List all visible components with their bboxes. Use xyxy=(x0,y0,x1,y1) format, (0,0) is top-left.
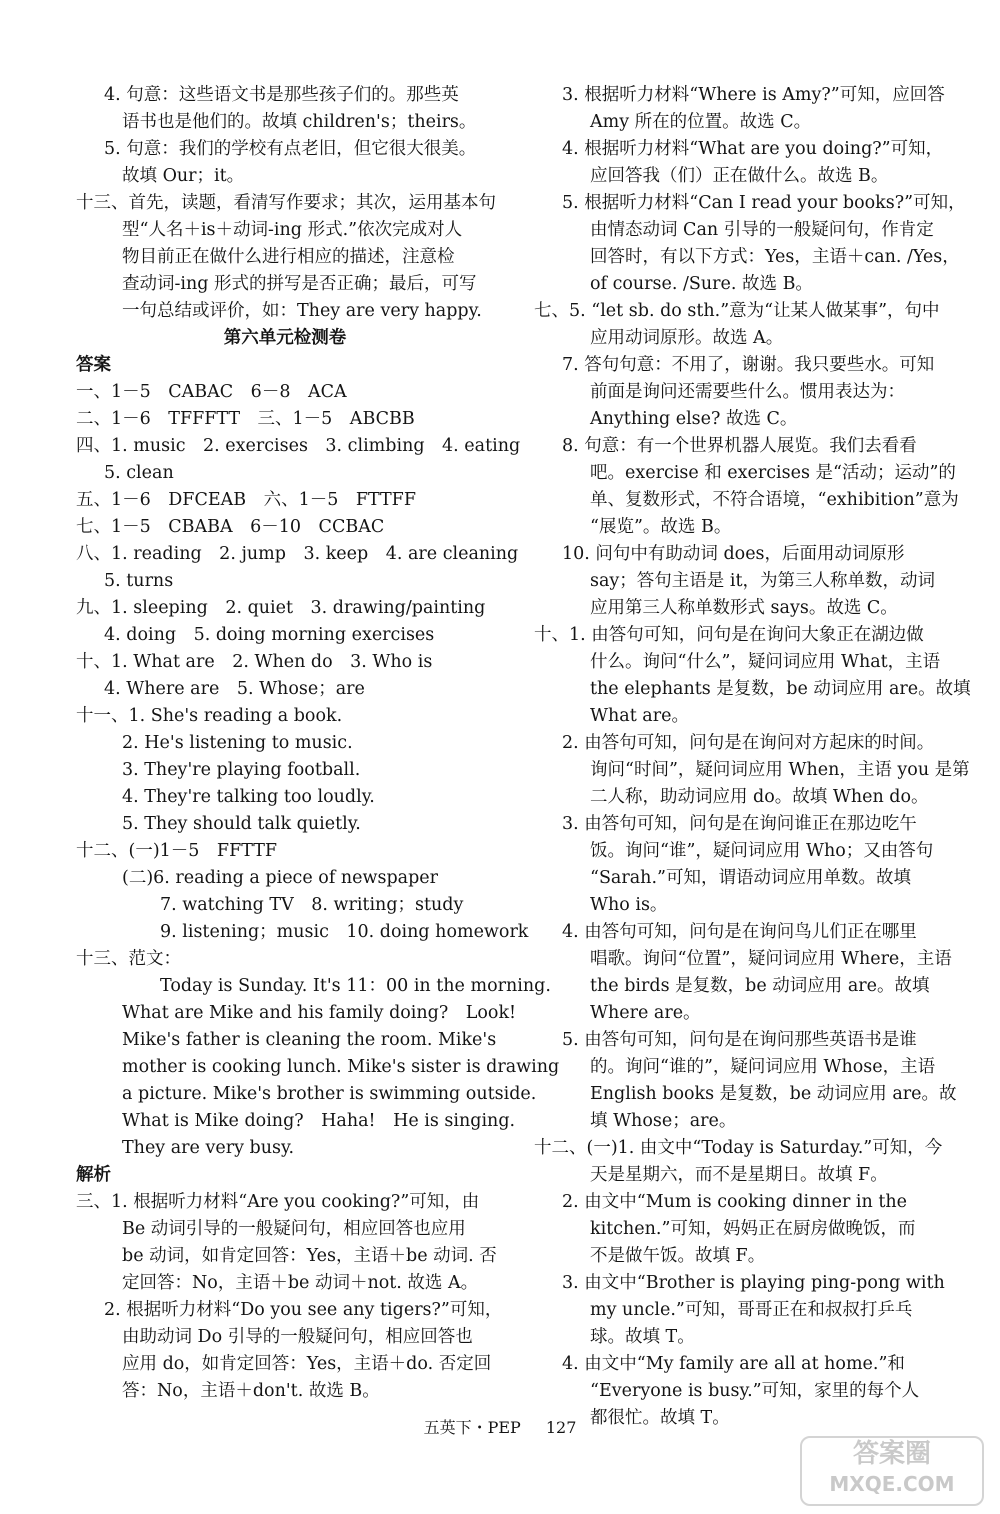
text-line: 二、1－6 TFFFTT 三、1－5 ABCBB xyxy=(76,409,415,429)
text-line: 十、1. 由答句可知，问句是在询问大象正在湖边做 xyxy=(534,625,924,645)
text-line: 应用 do，如肯定回答：Yes，主语＋do. 否定回 xyxy=(122,1354,492,1374)
text-line: say；答句主语是 it，为第三人称单数，动词 xyxy=(590,571,935,591)
text-line: 五、1－6 DFCEAB 六、1－5 FTTFF xyxy=(76,490,416,510)
page-number: 127 xyxy=(545,1418,577,1437)
text-line: (二)6. reading a piece of newspaper xyxy=(122,868,438,888)
text-line: 型“人名＋is＋动词-ing 形式.”依次完成对人 xyxy=(122,220,463,240)
text-line: 一、1－5 CABAC 6－8 ACA xyxy=(76,382,347,402)
text-line: 2. 根据听力材料“Do you see any tigers?”可知， xyxy=(104,1300,503,1320)
text-line: 唱歌。询问“位置”，疑问词应用 Where，主语 xyxy=(590,949,952,969)
text-line: 十二、(一)1－5 FFTTF xyxy=(76,841,278,861)
text-line: 饭。询问“谁”，疑问词应用 Who；又由答句 xyxy=(590,841,934,861)
text-line: 4. Where are 5. Whose；are xyxy=(104,679,365,699)
text-line: 十、1. What are 2. When do 3. Who is xyxy=(76,652,433,672)
text-line: What is Mike doing? Haha! He is singing. xyxy=(122,1111,516,1131)
text-line: 5. 由答句可知，问句是在询问那些英语书是谁 xyxy=(562,1030,917,1050)
text-line: 3. 由文中“Brother is playing ping-pong with xyxy=(562,1273,945,1293)
text-line: 5. clean xyxy=(104,463,174,483)
text-line: the elephants 是复数，be 动词应用 are。故填 xyxy=(590,679,971,699)
section-heading: 答案 xyxy=(76,355,111,375)
text-line: 十三、首先，读题，看清写作要求；其次，运用基本句 xyxy=(76,193,496,213)
text-line: 天是星期六，而不是星期日。故填 F。 xyxy=(590,1165,888,1185)
text-line: 5. 根据听力材料“Can I read your books?”可知， xyxy=(562,193,966,213)
text-line: 语书也是他们的。故填 children's；theirs。 xyxy=(122,112,477,132)
text-line: 3. They're playing football. xyxy=(122,760,361,780)
section-heading: 第六单元检测卷 xyxy=(223,328,347,348)
text-line: 9. listening；music 10. doing homework xyxy=(160,922,529,942)
text-line: 4. 根据听力材料“What are you doing?”可知， xyxy=(562,139,944,159)
text-line: the birds 是复数，be 动词应用 are。故填 xyxy=(590,976,930,996)
text-line: 十二、(一)1. 由文中“Today is Saturday.”可知，今 xyxy=(534,1138,943,1158)
text-line: “Sarah.”可知，谓语动词应用单数。故填 xyxy=(590,868,911,888)
text-line: 单、复数形式，不符合语境，“exhibition”意为 xyxy=(590,490,959,510)
text-line: They are very busy. xyxy=(122,1138,295,1158)
watermark-line-2: MXQE.COM xyxy=(829,1472,955,1496)
text-line: of course. /Sure. 故选 B。 xyxy=(590,274,813,294)
text-line: 一句总结或评价，如：They are very happy. xyxy=(122,301,482,321)
text-line: 回答时，有以下方式：Yes，主语＋can. /Yes， xyxy=(590,247,960,267)
watermark-logo xyxy=(800,1436,984,1506)
text-line: 4. 句意：这些语文书是那些孩子们的。那些英 xyxy=(104,85,459,105)
text-line: Where are。 xyxy=(590,1003,701,1023)
text-line: 10. 问句中有助动词 does，后面用动词原形 xyxy=(562,544,905,564)
text-line: 查动词-ing 形式的拼写是否正确；最后，可写 xyxy=(122,274,477,294)
text-line: 十一、1. She's reading a book. xyxy=(76,706,343,726)
text-line: Who is。 xyxy=(590,895,668,915)
text-line: What are。 xyxy=(590,706,689,726)
text-line: 答：No，主语＋don't. 故选 B。 xyxy=(122,1381,380,1401)
text-line: 询问“时间”，疑问词应用 When，主语 you 是第 xyxy=(590,760,970,780)
footer-label: 五英下・PEP xyxy=(423,1418,521,1437)
text-line: 八、1. reading 2. jump 3. keep 4. are cleaning xyxy=(76,544,519,564)
text-line: Mike's father is cleaning the room. Mike's xyxy=(122,1030,497,1050)
text-line: 七、5. “let sb. do sth.”意为“让某人做某事”，句中 xyxy=(534,301,940,321)
text-line: 三、1. 根据听力材料“Are you cooking?”可知，由 xyxy=(76,1192,480,1212)
text-line: 7. 答句句意：不用了，谢谢。我只要些水。可知 xyxy=(562,355,935,375)
text-line: 吧。exercise 和 exercises 是“活动；运动”的 xyxy=(590,463,956,483)
text-line: 应回答我（们）正在做什么。故选 B。 xyxy=(590,166,889,186)
text-line: 8. 句意：有一个世界机器人展览。我们去看看 xyxy=(562,436,917,456)
text-line: 3. 由答句可知，问句是在询问谁正在那边吃午 xyxy=(562,814,917,834)
text-line: 2. He's listening to music. xyxy=(122,733,353,753)
text-line: 都很忙。故填 T。 xyxy=(590,1408,730,1428)
text-line: 七、1－5 CBABA 6－10 CCBAC xyxy=(76,517,385,537)
text-line: 球。故填 T。 xyxy=(590,1327,695,1347)
text-line: 4. 由文中“My family are all at home.”和 xyxy=(562,1354,905,1374)
text-line: 二人称，助动词应用 do。故填 When do。 xyxy=(590,787,929,807)
text-line: 由助动词 Do 引导的一般疑问句，相应回答也 xyxy=(122,1327,473,1347)
text-line: 7. watching TV 8. writing；study xyxy=(160,895,464,915)
text-line: 5. 句意：我们的学校有点老旧，但它很大很美。 xyxy=(104,139,477,159)
text-line: 的。询问“谁的”，疑问词应用 Whose，主语 xyxy=(590,1057,936,1077)
text-line: Amy 所在的位置。故选 C。 xyxy=(590,112,812,132)
text-line: 四、1. music 2. exercises 3. climbing 4. eating xyxy=(76,436,521,456)
text-line: my uncle.”可知，哥哥正在和叔叔打乒乓 xyxy=(590,1300,913,1320)
text-line: be 动词，如肯定回答：Yes，主语＋be 动词. 否 xyxy=(122,1246,497,1266)
text-line: What are Mike and his family doing? Look! xyxy=(122,1003,517,1023)
text-line: 2. 由文中“Mum is cooking dinner in the xyxy=(562,1192,908,1212)
text-line: 4. 由答句可知，问句是在询问鸟儿们正在哪里 xyxy=(562,922,917,942)
text-line: 5. They should talk quietly. xyxy=(122,814,361,834)
text-line: “Everyone is busy.”可知，家里的每个人 xyxy=(590,1381,920,1401)
text-line: 4. doing 5. doing morning exercises xyxy=(104,625,435,645)
text-line: 填 Whose；are。 xyxy=(590,1111,737,1131)
section-heading: 解析 xyxy=(76,1165,111,1185)
text-line: 物目前正在做什么进行相应的描述，注意检 xyxy=(122,247,455,267)
text-line: 5. turns xyxy=(104,571,174,591)
text-line: 故填 Our；it。 xyxy=(122,166,245,186)
text-line: 定回答：No，主语＋be 动词＋not. 故选 A。 xyxy=(122,1273,479,1293)
text-line: kitchen.”可知，妈妈正在厨房做晚饭，而 xyxy=(590,1219,916,1239)
text-line: 应用第三人称单数形式 says。故选 C。 xyxy=(590,598,898,618)
text-line: 什么。询问“什么”，疑问词应用 What，主语 xyxy=(590,652,941,672)
watermark-line-1: 答案圈 xyxy=(852,1439,931,1469)
text-line: mother is cooking lunch. Mike's sister is drawing xyxy=(122,1057,560,1077)
text-line: 2. 由答句可知，问句是在询问对方起床的时间。 xyxy=(562,733,935,753)
left-column xyxy=(76,82,560,1405)
text-line: 4. They're talking too loudly. xyxy=(122,787,375,807)
text-line: 十三、范文： xyxy=(76,949,181,969)
text-line: Anything else? 故选 C。 xyxy=(590,409,798,429)
text-line: 3. 根据听力材料“Where is Amy?”可知，应回答 xyxy=(562,85,945,105)
text-line: 九、1. sleeping 2. quiet 3. drawing/painting xyxy=(76,598,486,618)
text-line: Today is Sunday. It's 11：00 in the morning. xyxy=(160,976,551,996)
text-line: a picture. Mike's brother is swimming outside. xyxy=(122,1084,537,1104)
text-line: English books 是复数，be 动词应用 are。故 xyxy=(590,1084,957,1104)
text-line: 应用动词原形。故选 A。 xyxy=(590,328,784,348)
text-line: “展览”。故选 B。 xyxy=(590,517,732,537)
text-line: Be 动词引导的一般疑问句，相应回答也应用 xyxy=(122,1219,466,1239)
text-line: 由情态动词 Can 引导的一般疑问句，作肯定 xyxy=(590,220,934,240)
text-line: 前面是询问还需要些什么。惯用表达为： xyxy=(590,382,905,402)
text-line: 不是做午饭。故填 F。 xyxy=(590,1246,766,1266)
